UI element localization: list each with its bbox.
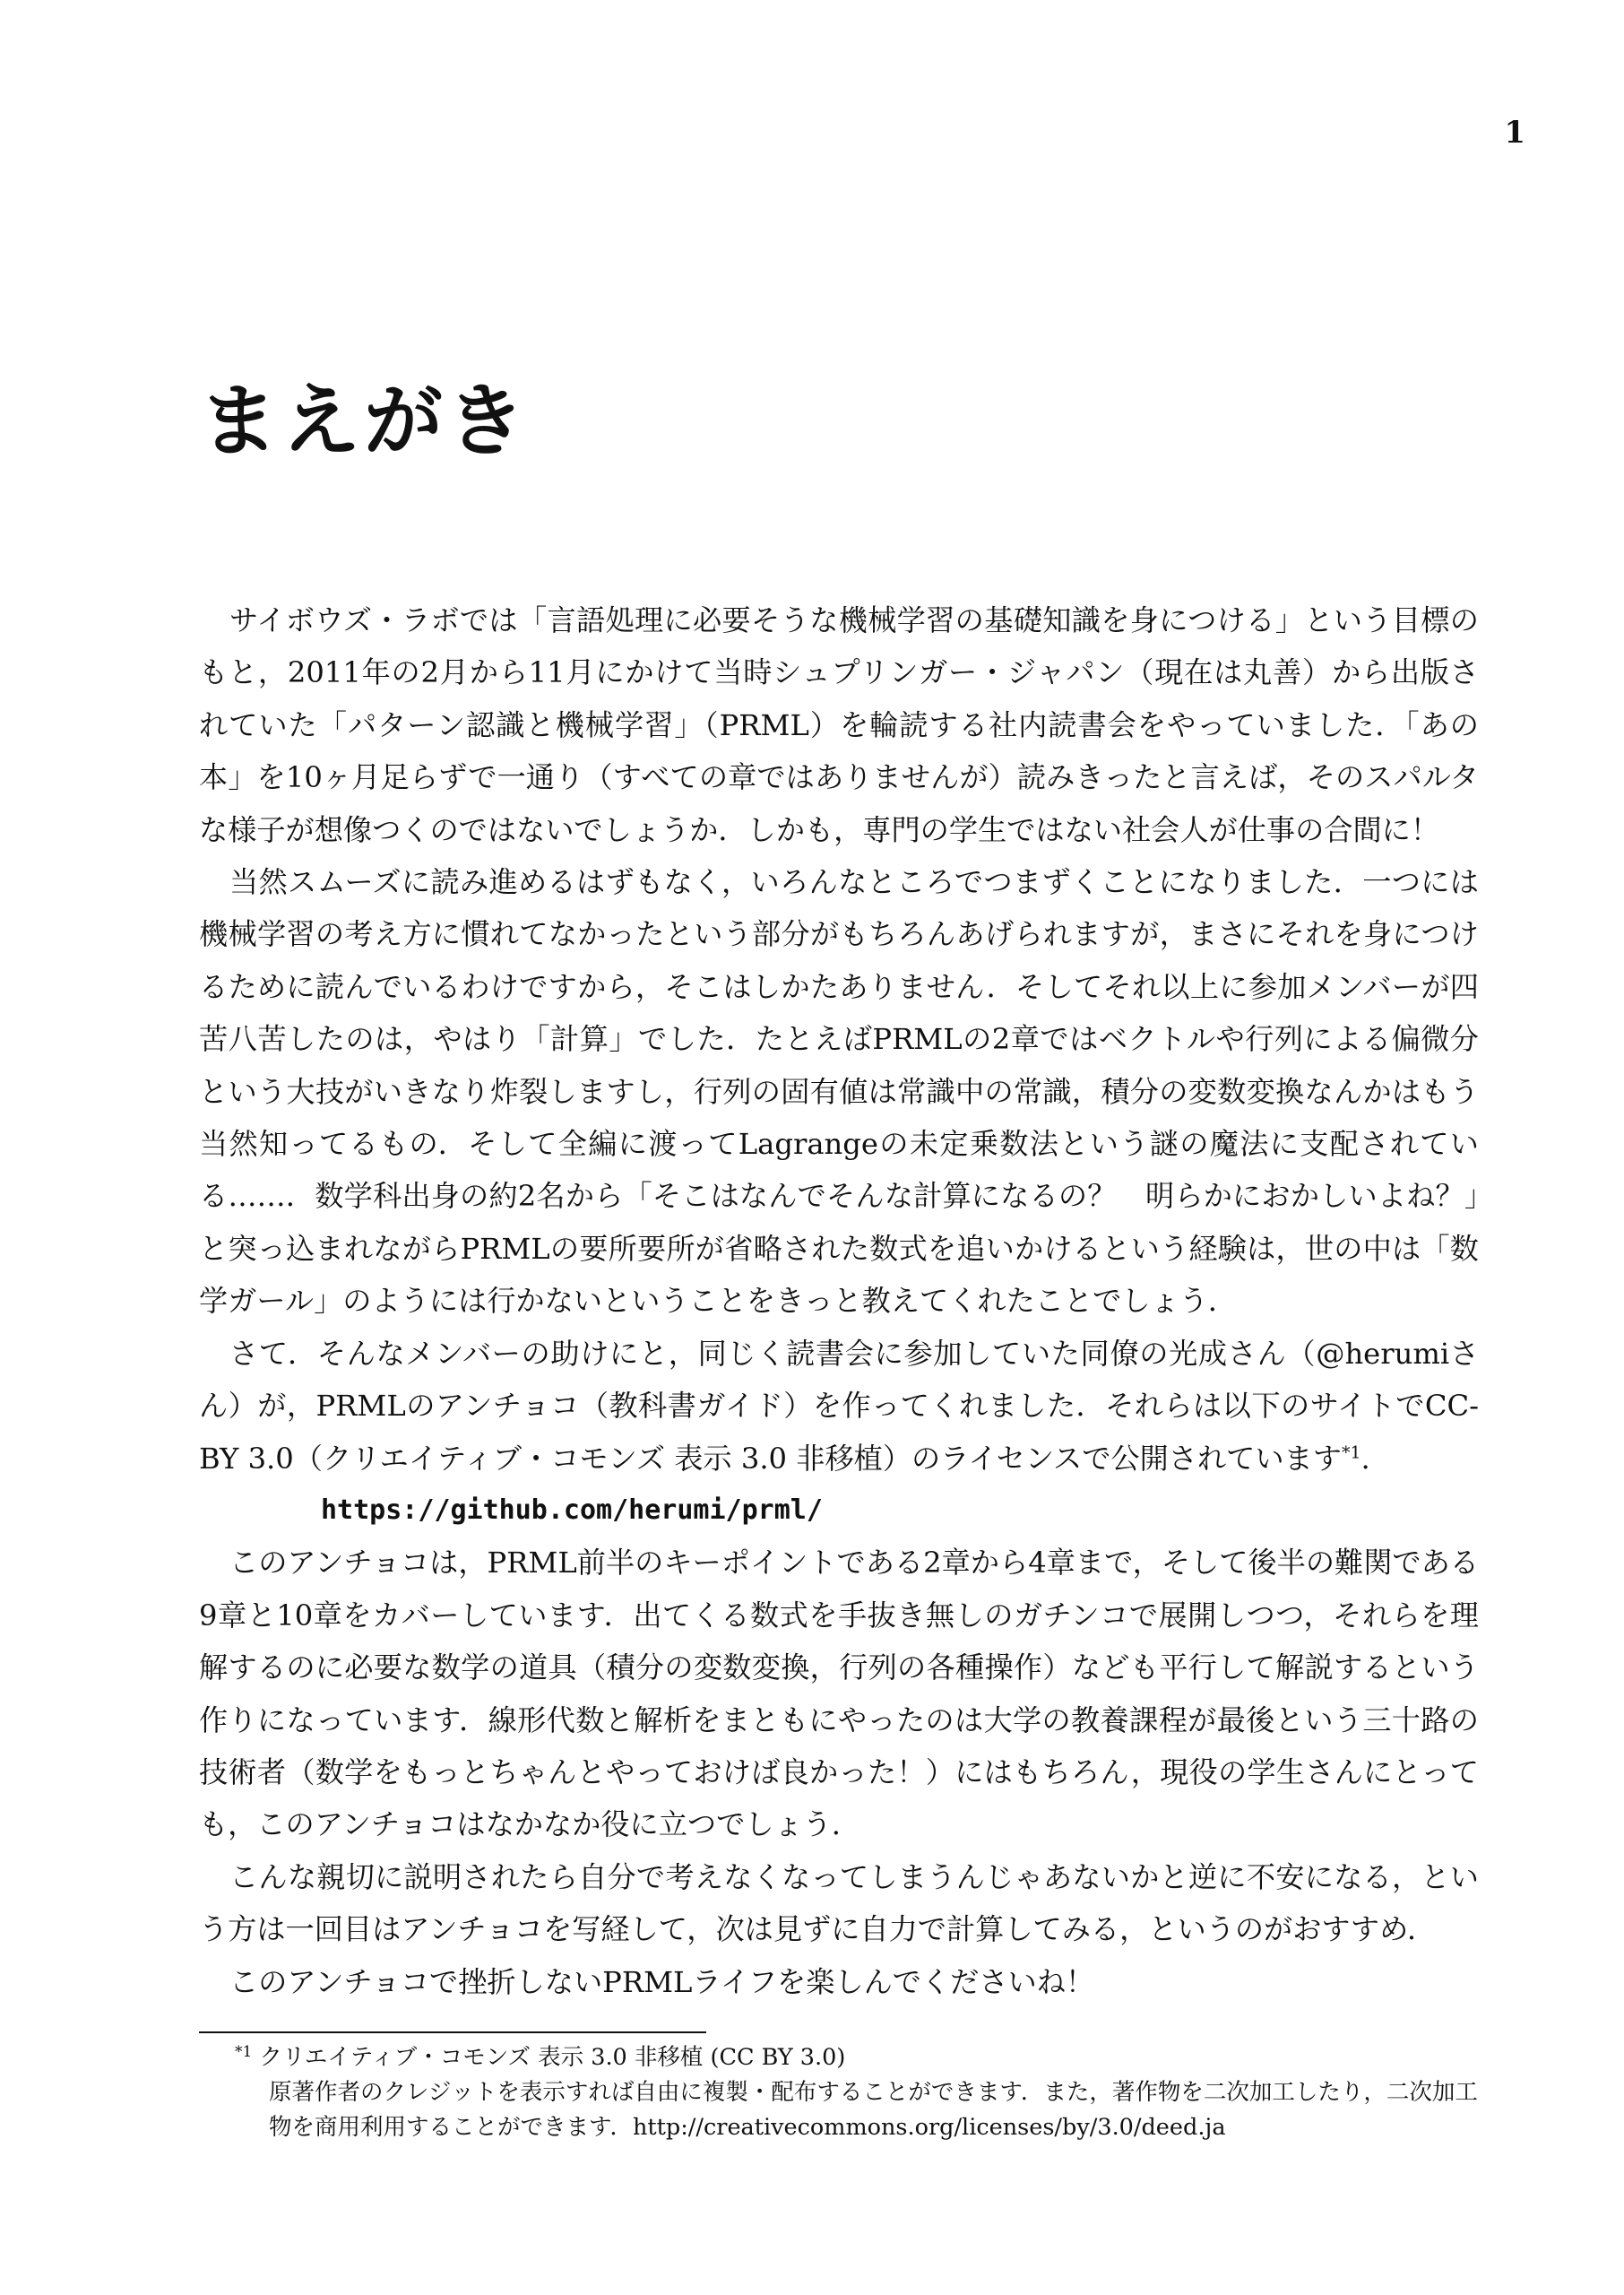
paragraph-2: 当然スムーズに読み進めるはずもなく，いろんなところでつまずくことになりました．一つには機械学習の考え方に慣れてなかったという部分がもちろんあげられますが，まさにそれを身につけるために読んでいるわけですから，そこはしかたありません．そしてそれ以上に参加メンバーが四苦八苦したのは，やはり「計算」でした．たとえばPRMLの2章ではベクトルや行列による偏微分という大技がいきなり炸裂しますし，行列の固有値は常識中の常識，積分の変数変換なんかはもう当然知ってるもの．そして全編に渡ってLagrangeの未定乗数法という謎の魔法に支配されている……．数学科出身の約2名から「そこはなんでそんな計算になるの？ 明らかにおかしいよね？」と突っ込まれながらPRMLの要所要所が省略された数式を追いかけるという経験は，世の中は「数学ガール」のようには行かないということをきっと教えてくれたことでしょう．: [199, 865, 1479, 1319]
paragraph-3-text: さて．そんなメンバーの助けにと，同じく読書会に参加していた同僚の光成さん（@herumiさん）が，PRMLのアンチョコ（教科書ガイド）を作ってくれました．それらは以下のサイトでCC-BY 3.0（クリエイティブ・コモンズ 表示 3.0 非移植）のライセンスで公開されています: [199, 1336, 1479, 1476]
paragraph-3-end: .: [1361, 1441, 1370, 1476]
footnote-divider: [199, 2031, 706, 2033]
page-number: 1: [1504, 115, 1525, 151]
footnote-title: クリエイティブ・コモンズ 表示 3.0 非移植 (CC BY 3.0): [259, 2044, 846, 2071]
body-text: [199, 594, 1479, 2008]
chapter-title: まえがき: [199, 375, 530, 467]
footnote-body: 原著作者のクレジットを表示すれば自由に複製・配布することができます．また，著作物を二次加工したり，二次加工物を商用利用することができます．http://creativecommons.org/licenses/by/3.0/deed.ja: [269, 2079, 1478, 2141]
paragraph-5: こんな親切に説明されたら自分で考えなくなってしまうんじゃあないかと逆に不安になる，という方は一回目はアンチョコを写経して，次は見ずに自力で計算してみる，というのがおすすめ．: [199, 1859, 1479, 1947]
paragraph-4: このアンチョコは，PRML前半のキーポイントである2章から4章まで，そして後半の難関である9章と10章をカバーしています．出てくる数式を手抜き無しのガチンコで展開しつつ，それらを理解するのに必要な数学の道具（積分の変数変換，行列の各種操作）なども平行して解説するという作りになっています．線形代数と解析をまともにやったのは大学の教養課程が最後という三十路の技術者（数学をもっとちゃんとやっておけば良かった！）にはもちろん，現役の学生さんにとっても，このアンチョコはなかなか役に立つでしょう．: [199, 1546, 1479, 1842]
footnote-reference[interactable]: *1: [1341, 1442, 1361, 1462]
paragraph-3: [199, 1328, 1479, 1485]
footnote: [235, 2040, 1481, 2145]
github-url-link[interactable]: https://github.com/herumi/prml/: [321, 1494, 823, 1526]
footnote-marker: *1: [235, 2042, 253, 2061]
paragraph-1: サイボウズ・ラボでは「言語処理に必要そうな機械学習の基礎知識を身につける」という目標のもと，2011年の2月から11月にかけて当時シュプリンガー・ジャパン（現在は丸善）から出版されていた「パターン認識と機械学習」（PRML）を輪読する社内読書会をやっていました．「あの本」を10ヶ月足らずで一通り（すべての章ではありませんが）読みきったと言えば，そのスパルタな様子が想像つくのではないでしょうか．しかも，専門の学生ではない社会人が仕事の合間に！: [199, 603, 1479, 847]
footnote-title-line: [235, 2040, 1481, 2075]
paragraph-6: このアンチョコで挫折しないPRMLライフを楽しんでくださいね！: [229, 1964, 1095, 1999]
